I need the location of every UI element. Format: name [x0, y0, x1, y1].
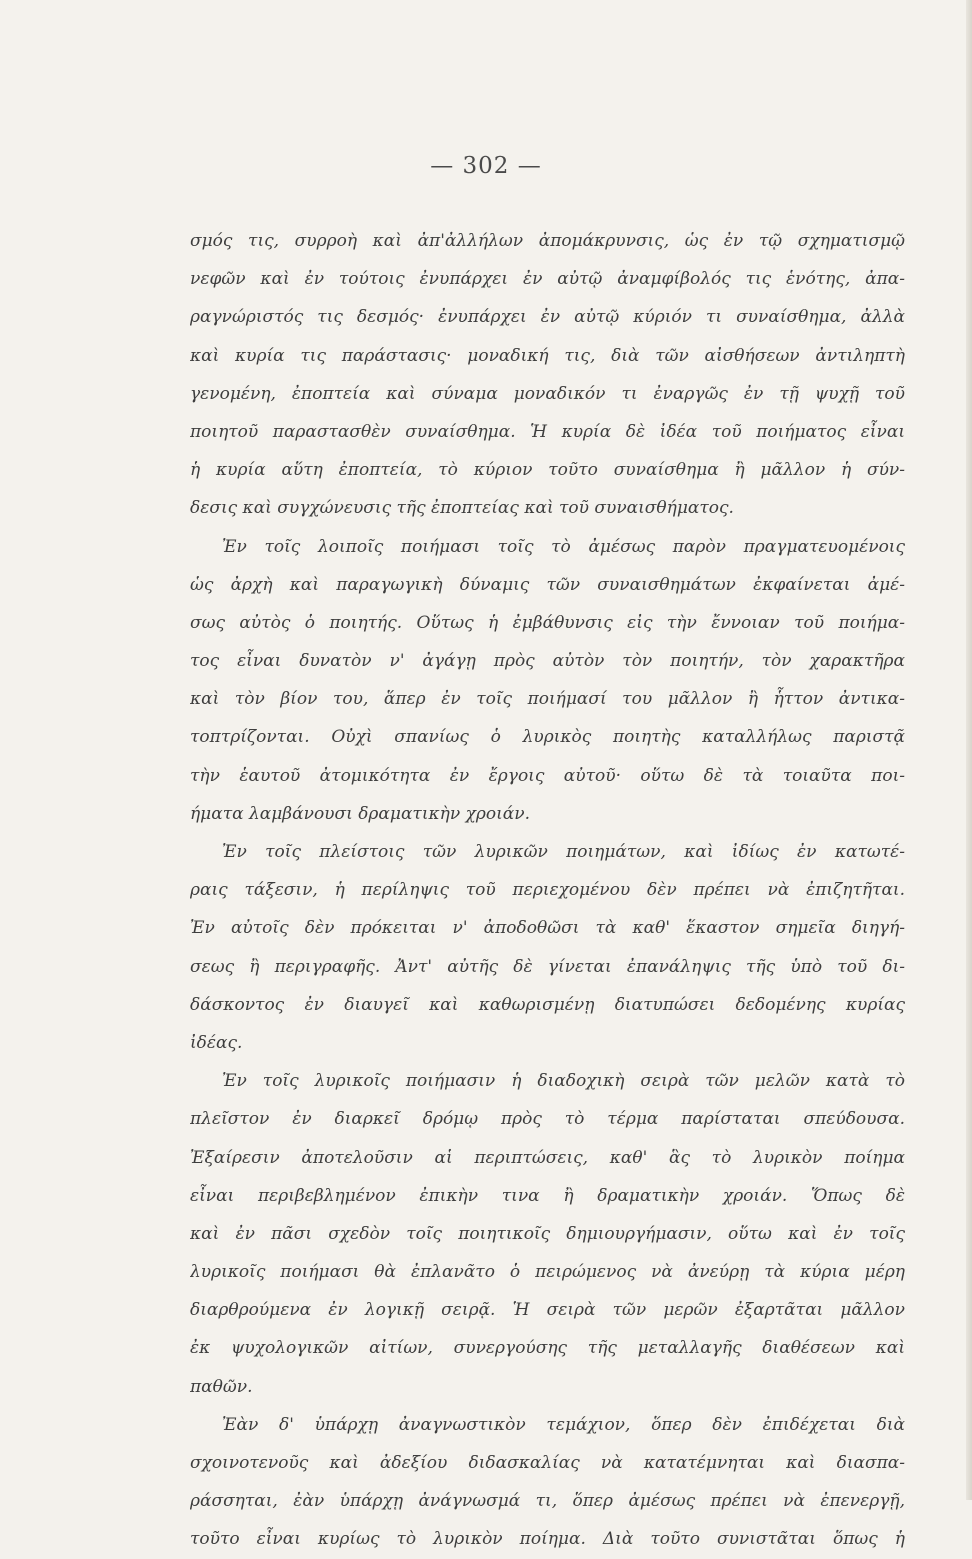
text-line: ὡς ἀρχὴ καὶ παραγωγικὴ δύναμις τῶν συναισθημάτων ἐκφαίνεται ἀμέ-: [190, 574, 905, 595]
text-line: σως αὐτὸς ὁ ποιητής. Οὕτως ἡ ἐμβάθυνσις εἰς τὴν ἔννοιαν τοῦ ποιήμα-: [190, 612, 905, 633]
text-line: Ἐν αὐτοῖς δὲν πρόκειται ν' ἀποδοθῶσι τὰ καθ' ἕκαστον σημεῖα διηγή-: [190, 918, 905, 939]
text-line: καὶ κυρία τις παράστασις· μοναδική τις, διὰ τῶν αἰσθήσεων ἀντιληπτὴ: [190, 345, 905, 366]
text-line: παθῶν.: [190, 1376, 253, 1397]
text-line: νεφῶν καὶ ἐν τούτοις ἐνυπάρχει ἐν αὐτῷ ἀναμφίβολός τις ἑνότης, ἀπα-: [190, 269, 905, 290]
text-line: δεσις καὶ συγχώνευσις τῆς ἐποπτείας καὶ τοῦ συναισθήματος.: [190, 498, 734, 519]
page-number: — 302 —: [430, 153, 542, 179]
text-line: εἶναι περιβεβλημένον ἐπικὴν τινα ἢ δραματικὴν χροιάν. Ὅπως δὲ: [190, 1185, 905, 1206]
text-line: τοῦτο εἶναι κυρίως τὸ λυρικὸν ποίημα. Διὰ τοῦτο συνιστᾶται ὅπως ἡ: [190, 1529, 905, 1550]
text-line: σεως ἢ περιγραφῆς. Ἀντ' αὐτῆς δὲ γίνεται ἐπανάληψις τῆς ὑπὸ τοῦ δι-: [190, 956, 905, 977]
text-line: ραις τάξεσιν, ἡ περίληψις τοῦ περιεχομένου δὲν πρέπει νὰ ἐπιζητῆται.: [190, 880, 905, 901]
text-line: τος εἶναι δυνατὸν ν' ἀγάγῃ πρὸς αὐτὸν τὸν ποιητήν, τὸν χαρακτῆρα: [190, 651, 905, 672]
text-line: καὶ ἐν πᾶσι σχεδὸν τοῖς ποιητικοῖς δημιουργήμασιν, οὕτω καὶ ἐν τοῖς: [190, 1223, 905, 1244]
text-line: ποιητοῦ παραστασθὲν συναίσθημα. Ἡ κυρία δὲ ἰδέα τοῦ ποιήματος εἶναι: [190, 421, 905, 442]
text-line: σμός τις, συρροὴ καὶ ἀπ'ἀλλήλων ἀπομάκρυνσις, ὡς ἐν τῷ σχηματισμῷ: [190, 231, 905, 251]
text-line: καὶ τὸν βίον του, ἅπερ ἐν τοῖς ποιήμασί του μᾶλλον ἢ ἧττον ἀντικα-: [190, 689, 905, 710]
text-line: Ἐν τοῖς λοιποῖς ποιήμασι τοῖς τὸ ἀμέσως παρὸν πραγματευομένοις: [222, 536, 905, 557]
text-line: ἐκ ψυχολογικῶν αἰτίων, συνεργούσης τῆς μεταλλαγῆς διαθέσεων καὶ: [190, 1338, 905, 1359]
body-text: [190, 222, 905, 1559]
text-line: Ἐξαίρεσιν ἀποτελοῦσιν αἱ περιπτώσεις, καθ' ἃς τὸ λυρικὸν ποίημα: [190, 1147, 905, 1168]
text-line: λυρικοῖς ποιήμασι θὰ ἐπλανᾶτο ὁ πειρώμενος νὰ ἀνεύρῃ τὰ κύρια μέρη: [190, 1262, 905, 1283]
text-line: ἰδέας.: [190, 1032, 243, 1053]
text-line: Ἐὰν δ' ὑπάρχῃ ἀναγνωστικὸν τεμάχιον, ὅπερ δὲν ἐπιδέχεται διὰ: [222, 1414, 905, 1435]
text-line: Ἐν τοῖς πλείστοις τῶν λυρικῶν ποιημάτων, καὶ ἰδίως ἐν κατωτέ-: [222, 842, 905, 862]
text-line: Ἐν τοῖς λυρικοῖς ποιήμασιν ἡ διαδοχικὴ σειρὰ τῶν μελῶν κατὰ τὸ: [222, 1071, 905, 1092]
text-line: διαρθρούμενα ἐν λογικῇ σειρᾷ. Ἡ σειρὰ τῶν μερῶν ἐξαρτᾶται μᾶλλον: [190, 1300, 905, 1321]
text-line: πλεῖστον ἐν διαρκεῖ δρόμῳ πρὸς τὸ τέρμα παρίσταται σπεύδουσα.: [190, 1109, 905, 1130]
text-line: τοπτρίζονται. Οὐχὶ σπανίως ὁ λυρικὸς ποιητὴς καταλλήλως παριστᾷ: [190, 727, 905, 748]
text-line: ράσσηται, ἐὰν ὑπάρχῃ ἀνάγνωσμά τι, ὅπερ ἀμέσως πρέπει νὰ ἐπενεργῇ,: [190, 1491, 905, 1512]
text-line: τὴν ἑαυτοῦ ἀτομικότητα ἐν ἔργοις αὐτοῦ· οὕτω δὲ τὰ τοιαῦτα ποι-: [190, 765, 905, 786]
text-line: ἡ κυρία αὕτη ἐποπτεία, τὸ κύριον τοῦτο συναίσθημα ἢ μᾶλλον ἡ σύν-: [190, 460, 905, 481]
text-line: ήματα λαμβάνουσι δραματικὴν χροιάν.: [190, 803, 530, 824]
text-line: σχοινοτενοῦς καὶ ἀδεξίου διδασκαλίας νὰ κατατέμνηται καὶ διασπα-: [190, 1453, 905, 1473]
text-line: ραγνώριστός τις δεσμός· ἐνυπάρχει ἐν αὐτῷ κύριόν τι συναίσθημα, ἀλλὰ: [190, 307, 905, 328]
text-line: γενομένη, ἐποπτεία καὶ σύναμα μοναδικόν τι ἐναργῶς ἐν τῇ ψυχῇ τοῦ: [190, 383, 905, 404]
text-line: δάσκοντος ἐν διαυγεῖ καὶ καθωρισμένῃ διατυπώσει δεδομένης κυρίας: [190, 994, 905, 1015]
